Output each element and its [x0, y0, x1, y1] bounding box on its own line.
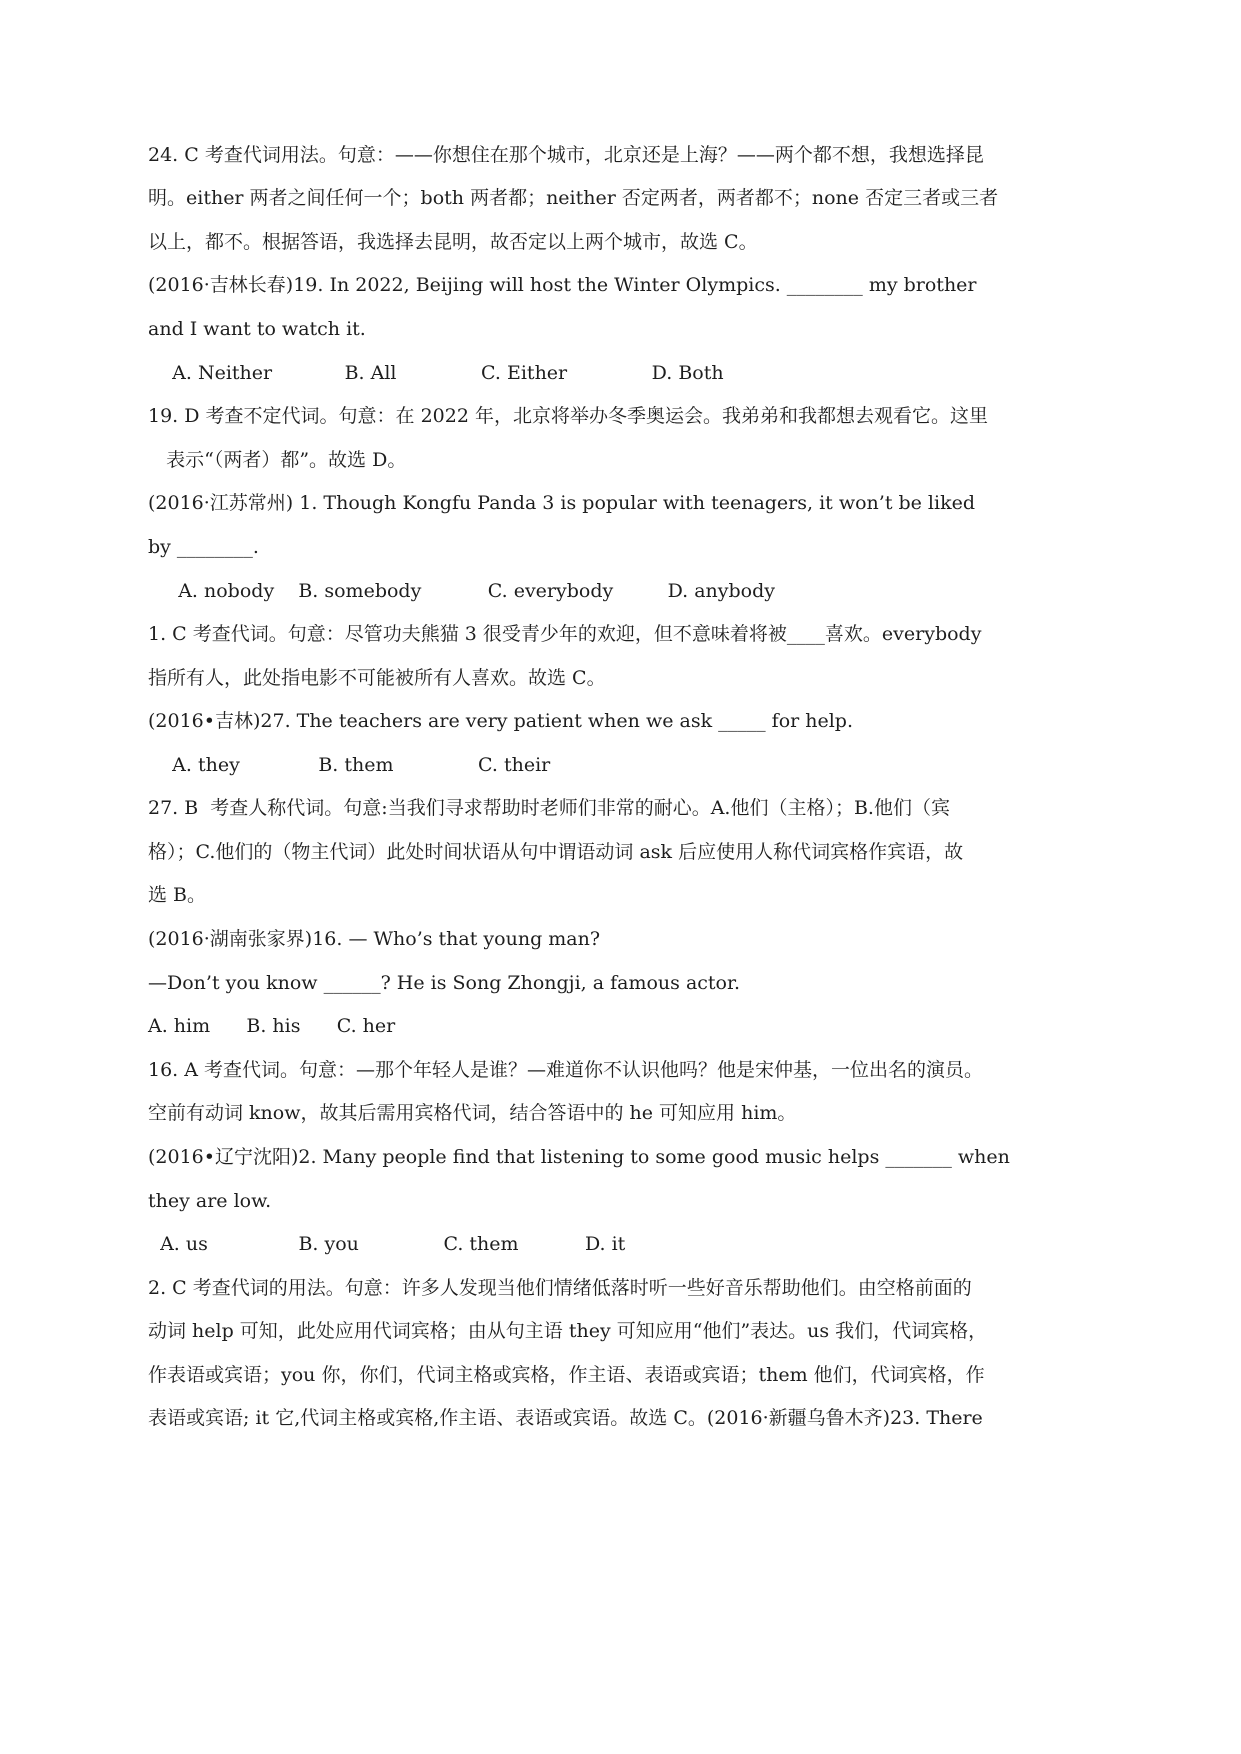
text-line: 空前有动词 know，故其后需用宾格代词，结合答语中的 he 可知应用 him。: [148, 1102, 797, 1124]
text-line: 2. C 考查代词的用法。句意：许多人发现当他们情绪低落时听一些好音乐帮助他们。由空格前面的: [148, 1277, 972, 1299]
text-line: (2016•吉林)27. The teachers are very patient when we ask _____ for help.: [148, 710, 854, 732]
text-line: 动词 help 可知，此处应用代词宾格；由从句主语 they 可知应用“他们”表达。us 我们，代词宾格，: [148, 1320, 988, 1342]
options-line: A. us B. you C. them D. it: [148, 1233, 626, 1255]
text-line: 明。either 两者之间任何一个；both 两者都；neither 否定两者，两者都不；none 否定三者或三者: [148, 187, 999, 209]
text-line: 以上，都不。根据答语，我选择去昆明，故否定以上两个城市，故选 C。: [148, 231, 758, 253]
text-line: (2016·吉林长春)19. In 2022, Beijing will host the Winter Olympics. ________ my brother: [148, 274, 977, 296]
text-line: 指所有人，此处指电影不可能被所有人喜欢。故选 C。: [148, 667, 606, 689]
text-line: 24. C 考查代词用法。句意：——你想住在那个城市，北京还是上海？——两个都不想，我想选择昆: [148, 144, 984, 166]
text-line: (2016•辽宁沈阳)2. Many people find that listening to some good music helps _______ when: [148, 1146, 1010, 1168]
text-line: 1. C 考查代词。句意：尽管功夫熊猫 3 很受青少年的欢迎，但不意味着将被____喜欢。everybody: [148, 623, 982, 645]
options-line: A. nobody B. somebody C. everybody D. anybody: [148, 580, 776, 602]
options-line: A. him B. his C. her: [148, 1015, 396, 1037]
text-line: 27. B 考查人称代词。句意:当我们寻求帮助时老师们非常的耐心。A.他们（主格）；B.他们（宾: [148, 797, 950, 819]
text-line: 选 B。: [148, 884, 207, 906]
options-line: A. Neither B. All C. Either D. Both: [148, 362, 724, 384]
text-line: by ________.: [148, 536, 259, 558]
options-line: A. they B. them C. their: [148, 754, 551, 776]
text-line: (2016·江苏常州) 1. Though Kongfu Panda 3 is popular with teenagers, it won’t be liked: [148, 492, 976, 514]
text-line: 19. D 考查不定代词。句意：在 2022 年，北京将举办冬季奥运会。我弟弟和我都想去观看它。这里: [148, 405, 988, 427]
text-line: 作表语或宾语；you 你，你们，代词主格或宾格，作主语、表语或宾语；them 他们，代词宾格，作: [148, 1364, 985, 1386]
text-line: 表示“（两者）都”。故选 D。: [148, 449, 407, 471]
text-line: 16. A 考查代词。句意：—那个年轻人是谁？—难道你不认识他吗？他是宋仲基，一位出名的演员。: [148, 1059, 984, 1081]
text-line: 格）；C.他们的（物主代词）此处时间状语从句中谓语动词 ask 后应使用人称代词宾格作宾语，故: [148, 841, 964, 863]
text-line: —Don’t you know ______? He is Song Zhongji, a famous actor.: [148, 972, 741, 994]
text-line: and I want to watch it.: [148, 318, 366, 340]
text-line: 表语或宾语; it 它,代词主格或宾格,作主语、表语或宾语。故选 C。(2016·新疆乌鲁木齐)23. There: [148, 1407, 983, 1429]
text-line: they are low.: [148, 1190, 272, 1212]
text-line: (2016·湖南张家界)16. — Who’s that young man?: [148, 928, 601, 950]
